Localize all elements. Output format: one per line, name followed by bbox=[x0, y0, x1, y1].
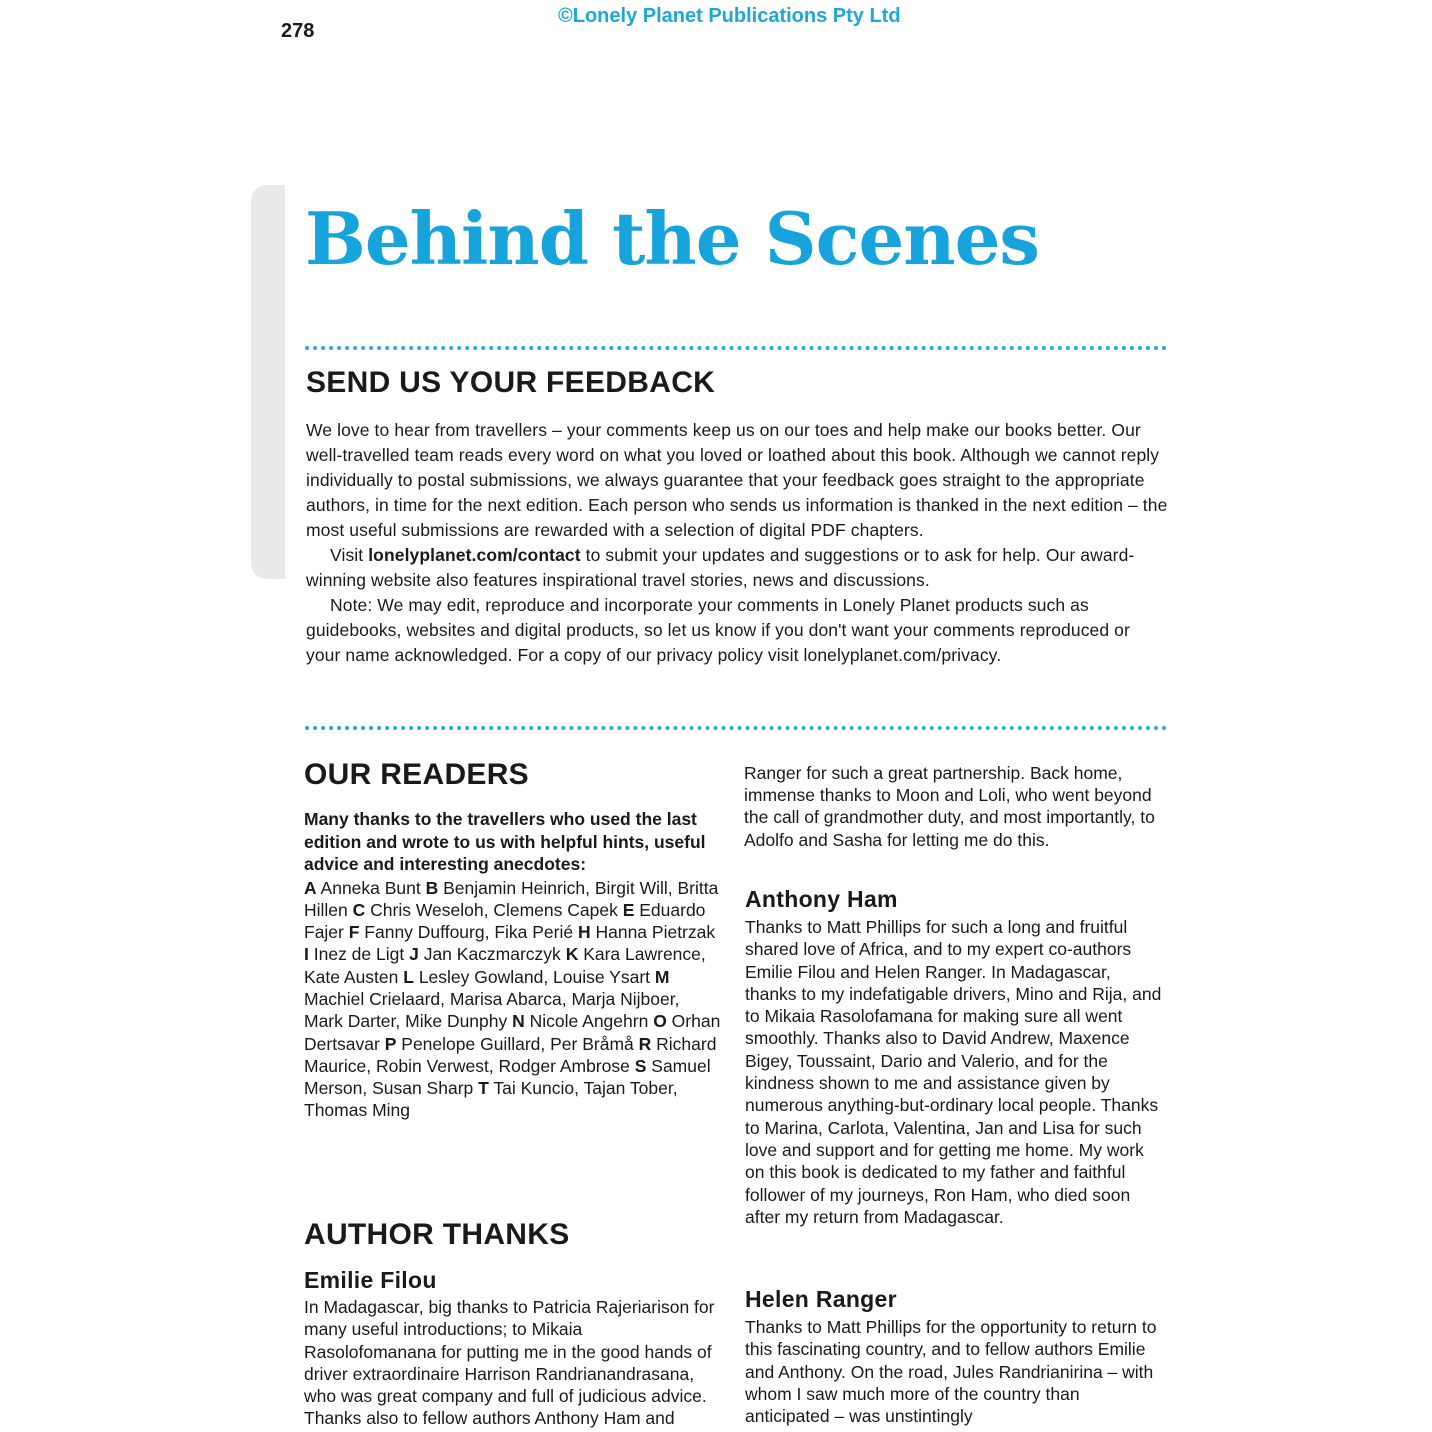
helen-text: Thanks to Matt Phillips for the opportunity to return to this fascinating country, and to fellow authors Emilie and Anthony. On the road, Jules Randrianirina – with whom I saw much more of the country than anticipated – was unstintingly bbox=[745, 1317, 1157, 1427]
reader-letter: K bbox=[565, 944, 579, 965]
readers-heading: OUR READERS bbox=[304, 758, 529, 791]
reader-letter: N bbox=[512, 1011, 525, 1032]
divider-top bbox=[305, 346, 1167, 354]
reader-names: Nicole Angehrn bbox=[524, 1011, 654, 1032]
copyright-notice: ©Lonely Planet Publications Pty Ltd bbox=[558, 5, 901, 27]
reader-letter: L bbox=[403, 966, 414, 987]
emilie-text: In Madagascar, big thanks to Patricia Rajeriarison for many useful introductions; to Mikaia Rasolofomanana for putting me in the good hands of driver extraordinaire Harrison Randrianandrasana, who was great company and full of judicious advice. Thanks also to fellow authors Anthony Ham and bbox=[304, 1297, 715, 1429]
reader-names: Machiel Crielaard, Marisa Abarca, Marja Nijboer, Mark Darter, Mike Dunphy bbox=[304, 988, 680, 1032]
reader-names: Fanny Duffourg, Fika Perié bbox=[359, 922, 578, 943]
reader-letter: R bbox=[638, 1033, 652, 1054]
left-column bbox=[304, 808, 722, 1122]
reader-letter: E bbox=[622, 899, 635, 920]
reader-names: Tai Kuncio, Tajan Tober, Thomas Ming bbox=[304, 1078, 678, 1121]
anthony-name: Anthony Ham bbox=[745, 886, 898, 912]
helen-text-block bbox=[745, 1316, 1165, 1430]
page-title: Behind the Scenes bbox=[305, 196, 1039, 281]
reader-letter: M bbox=[654, 966, 670, 987]
reader-letter: A bbox=[304, 877, 317, 898]
reader-letter: F bbox=[348, 922, 360, 943]
reader-names: Chris Weseloh, Clemens Capek bbox=[365, 899, 623, 920]
reader-names: Jan Kaczmarczyk bbox=[418, 944, 566, 965]
reader-letter: S bbox=[634, 1055, 647, 1076]
page-number: 278 bbox=[281, 20, 315, 42]
reader-letter: H bbox=[577, 922, 591, 943]
reader-names: Orhan Dertsavar bbox=[304, 1011, 721, 1054]
reader-letter: I bbox=[304, 944, 309, 965]
feedback-paragraph: Note: We may edit, reproduce and incorporate your comments in Lonely Planet products such as guidebooks, websites and digital products, so let us know if you don't want your comments reproduced or your name acknowledged. For a copy of our privacy policy visit lonelyplanet.com/privacy. bbox=[306, 595, 1130, 665]
feedback-heading: SEND US YOUR FEEDBACK bbox=[306, 366, 716, 399]
reader-names: Richard Maurice, Robin Verwest, Rodger Ambrose bbox=[304, 1033, 717, 1076]
feedback-paragraph: We love to hear from travellers – your comments keep us on our toes and help make our books better. Our well-travelled team reads every word on what you loved or loathed about this book. Although we cannot reply individually to postal submissions, we always guarantee that your feedback goes straight to the appropriate authors, in time for the next edition. Each person who sends us information is thanked in the next edition – the most useful submissions are rewarded with a selection of digital PDF chapters. bbox=[306, 420, 1168, 540]
emilie-text-continued: Ranger for such a great partnership. Back home, immense thanks to Moon and Loli, who went beyond the call of grandmother duty, and most importantly, to Adolfo and Sasha for letting me do this. bbox=[744, 762, 1155, 850]
anthony-text: Thanks to Matt Phillips for such a long and fruitful shared love of Africa, and to my expert co-authors Emilie Filou and Helen Ranger. In Madagascar, thanks to my indefatigable drivers, Mino and Rija, and to Mikaia Rasolofamana for making sure all went smoothly. Thanks also to David Andrew, Maxence Bigey, Toussaint, Dario and Valerio, and for the kindness shown to me and assistance given by numerous anything-but-ordinary local people. Thanks to Marina, Carlota, Valentina, Jan and Lisa for such love and support and for getting me home. My work on this book is dedicated to my father and faithful follower of my journeys, Ron Ham, who died soon after my return from Madagascar. bbox=[745, 917, 1162, 1227]
reader-names: Inez de Ligt bbox=[308, 944, 410, 965]
readers-list bbox=[304, 877, 722, 1122]
feedback-paragraph bbox=[306, 543, 1168, 593]
feedback-visit-prefix: Visit bbox=[330, 545, 369, 565]
reader-letter: C bbox=[352, 899, 366, 920]
contact-link[interactable]: lonelyplanet.com/contact bbox=[368, 545, 581, 565]
reader-letter: B bbox=[425, 877, 439, 898]
anthony-text-block bbox=[745, 916, 1165, 1228]
reader-names: Eduardo Fajer bbox=[304, 899, 706, 943]
author-thanks-heading: AUTHOR THANKS bbox=[304, 1218, 570, 1251]
helen-name: Helen Ranger bbox=[745, 1286, 897, 1312]
readers-intro: Many thanks to the travellers who used the last edition and wrote to us with helpful hints, useful advice and interesting anecdotes: bbox=[304, 809, 706, 874]
emilie-text-part1 bbox=[304, 1296, 719, 1430]
reader-names: Benjamin Heinrich, Birgit Will, Britta Hillen bbox=[304, 877, 719, 920]
reader-names: Penelope Guillard, Per Bråmå bbox=[396, 1033, 639, 1054]
reader-names: Kara Lawrence, Kate Austen bbox=[304, 944, 706, 987]
feedback-visit-suffix: to submit your updates and suggestions or to ask for help. Our award-winning website also features inspirational travel stories, news and discussions. bbox=[306, 545, 1135, 590]
reader-letter: P bbox=[384, 1033, 397, 1054]
emilie-text-part2 bbox=[744, 762, 1164, 874]
reader-letter: T bbox=[478, 1078, 489, 1099]
reader-letter: J bbox=[409, 944, 419, 965]
reader-names: Hanna Pietrzak bbox=[590, 922, 716, 943]
divider-bottom bbox=[305, 726, 1167, 734]
emilie-name: Emilie Filou bbox=[304, 1267, 437, 1293]
feedback-body bbox=[306, 418, 1168, 668]
reader-names: Lesley Gowland, Louise Ysart bbox=[413, 966, 655, 987]
side-tab bbox=[251, 185, 285, 579]
reader-letter: O bbox=[653, 1011, 667, 1032]
reader-names: Anneka Bunt bbox=[316, 877, 426, 898]
reader-names: Samuel Merson, Susan Sharp bbox=[304, 1055, 711, 1099]
